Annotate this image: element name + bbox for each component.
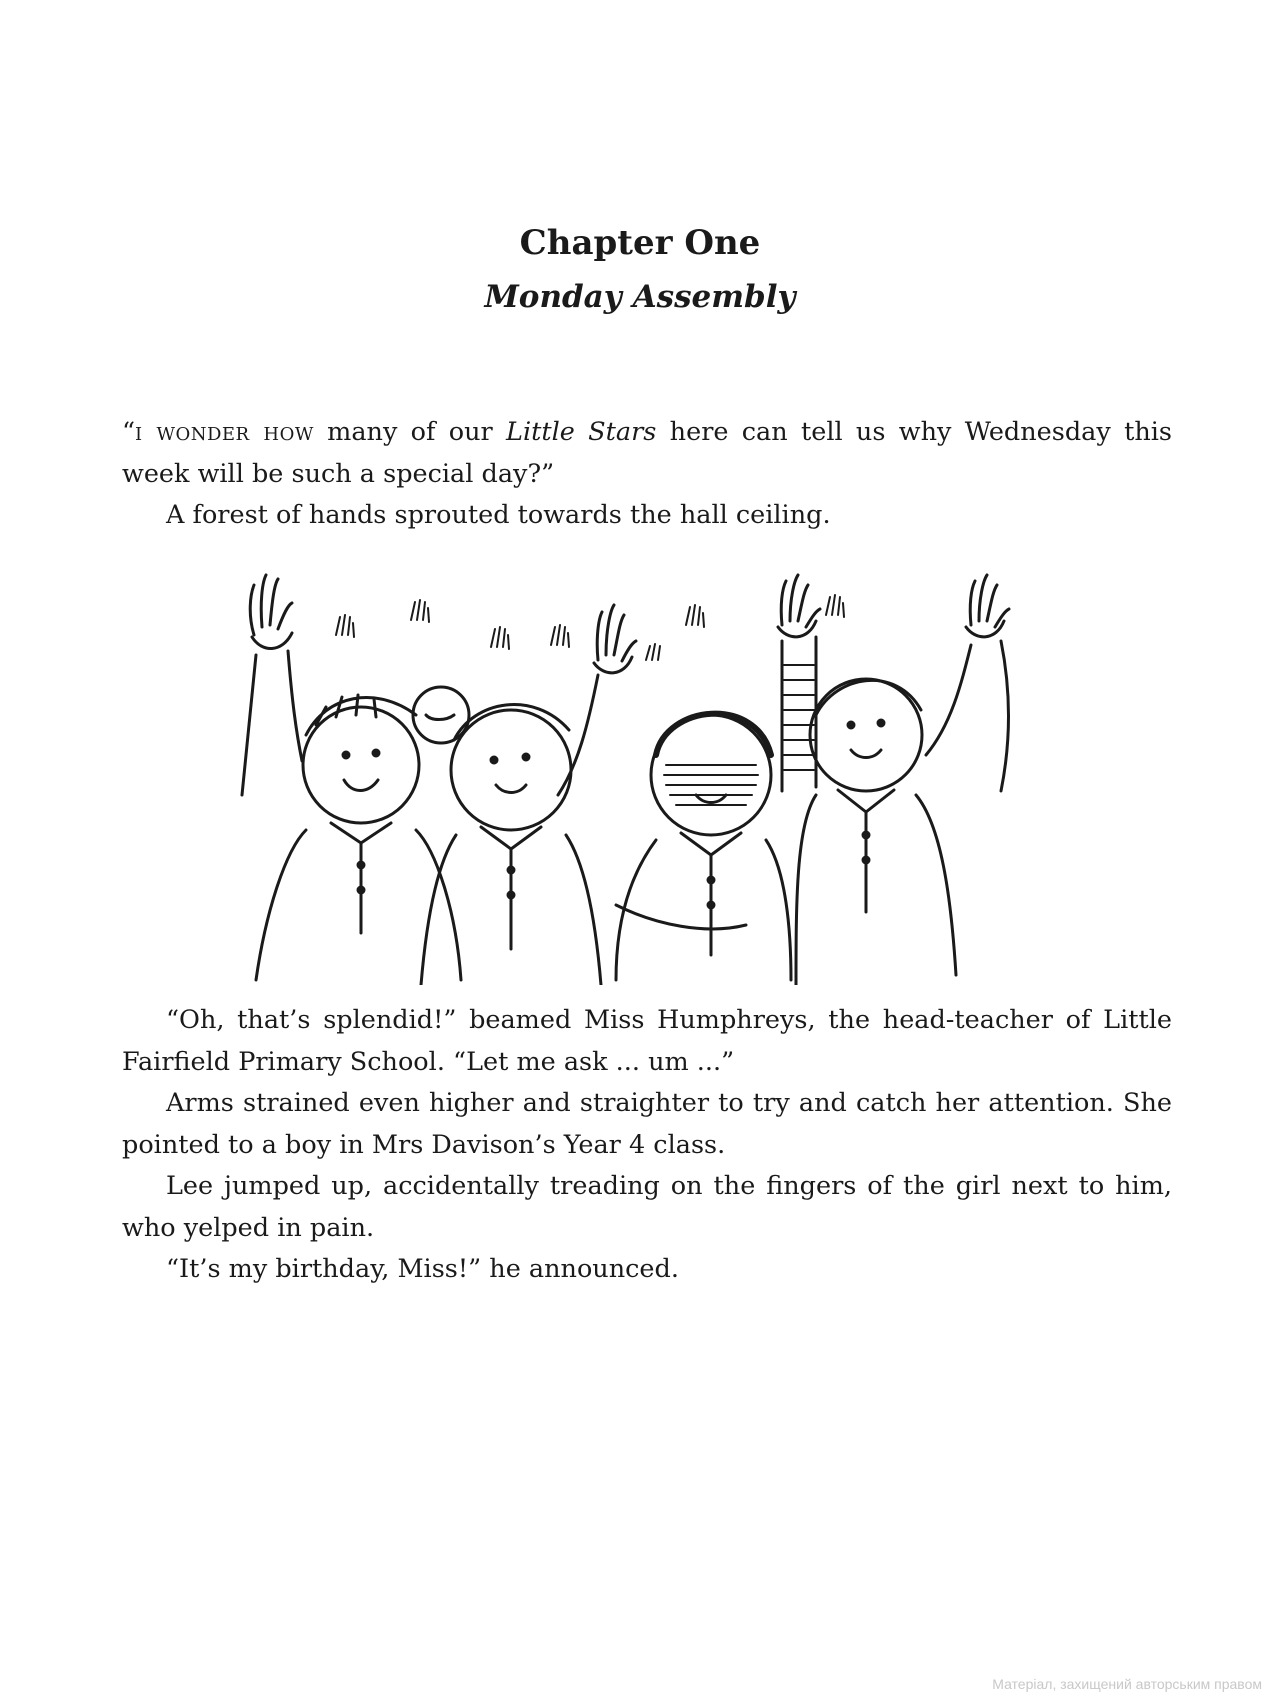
paragraph-2: A forest of hands sprouted towards the hall ceiling. <box>166 500 831 530</box>
smallcaps-lead: i wonder how <box>135 417 314 447</box>
paragraph-3: “Oh, that’s splendid!” beamed Miss Humphreys, the head-teacher of Little Fairfield Primary School. “Let me ask ... um ...” <box>122 1005 1172 1077</box>
little-stars-italic: Little Stars <box>506 417 657 447</box>
chapter-subtitle: Monday Assembly <box>484 279 796 315</box>
chapter-heading <box>0 218 1280 322</box>
open-quote: “ <box>122 417 136 447</box>
paragraph-1-part-b: here can tell us why Wednesday this week will be such a special day?” <box>122 417 1172 489</box>
children-raising-hands-illustration <box>226 565 1064 985</box>
opening-text <box>122 412 1172 537</box>
paragraph-6: “It’s my birthday, Miss!” he announced. <box>166 1254 679 1284</box>
copyright-note: Матеріал, захищений авторським правом <box>992 1676 1262 1692</box>
paragraph-4: Arms strained even higher and straighter to try and catch her attention. She pointed to a boy in Mrs Davison’s Year 4 class. <box>122 1088 1172 1160</box>
paragraph-1-part-a: many of our <box>313 417 507 447</box>
continuation-text <box>122 1000 1172 1291</box>
paragraph-5: Lee jumped up, accidentally treading on the fingers of the girl next to him, who yelped in pain. <box>122 1171 1172 1243</box>
chapter-title: Chapter One <box>519 223 761 263</box>
paragraph-1 <box>122 412 1172 495</box>
